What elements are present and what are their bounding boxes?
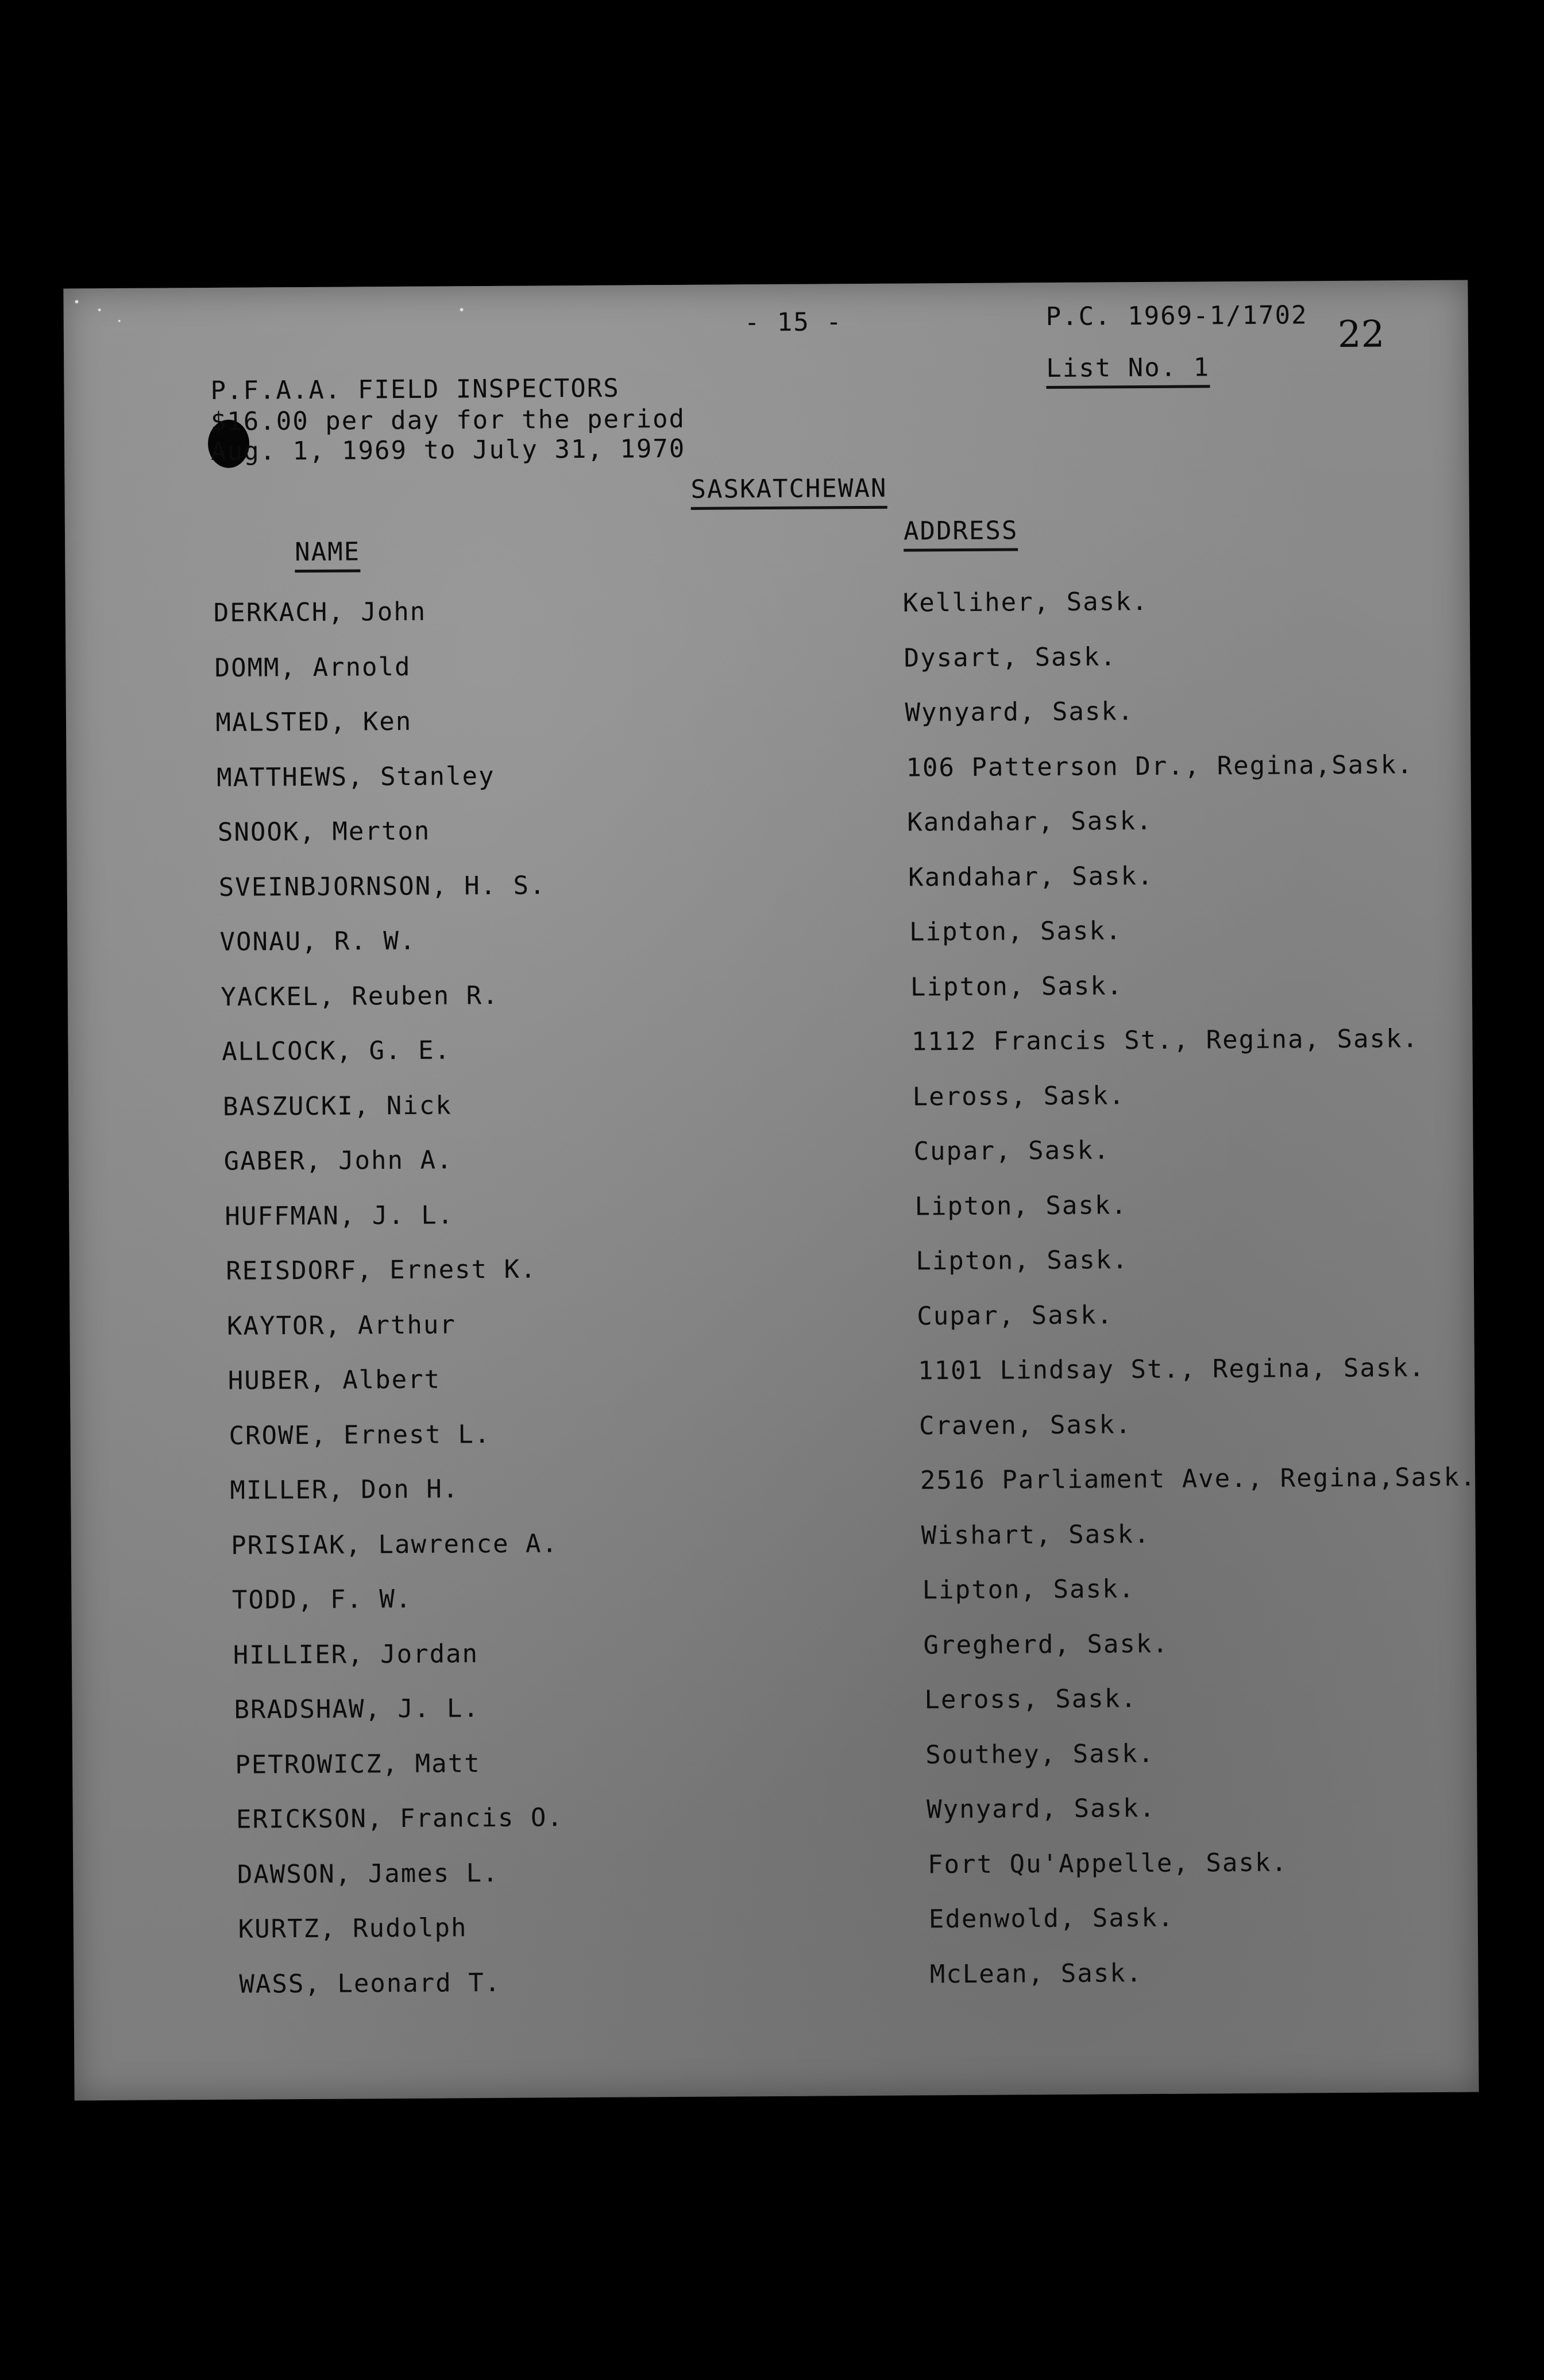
inspector-address: Lipton, Sask.: [910, 971, 1124, 1002]
inspector-name: KAYTOR, Arthur: [226, 1309, 457, 1341]
inspector-name: HUFFMAN, J. L.: [225, 1200, 454, 1231]
inspector-name: KURTZ, Rudolph: [238, 1913, 468, 1944]
inspector-address: Dysart, Sask.: [904, 642, 1117, 673]
inspector-address: 2516 Parliament Ave., Regina,Sask.: [920, 1462, 1477, 1496]
inspector-address: Kelliher, Sask.: [902, 586, 1149, 618]
inspector-name: REISDORF, Ernest K.: [226, 1254, 537, 1286]
scan-speck: [460, 308, 464, 311]
scan-speck: [118, 320, 121, 322]
inspector-name: SVEINBJORNSON, H. S.: [218, 870, 546, 902]
inspector-address: Wishart, Sask.: [921, 1519, 1151, 1550]
province-heading: SASKATCHEWAN: [690, 476, 887, 510]
inspector-name: PETROWICZ, Matt: [235, 1748, 481, 1780]
inspector-address: Leross, Sask.: [924, 1684, 1137, 1715]
inspector-address: 1112 Francis St., Regina, Sask.: [911, 1024, 1419, 1057]
inspector-name: PRISIAK, Lawrence A.: [230, 1528, 559, 1560]
inspector-address: Craven, Sask.: [918, 1409, 1132, 1440]
inspector-address: Leross, Sask.: [912, 1080, 1126, 1111]
inspector-name: BRADSHAW, J. L.: [234, 1694, 480, 1725]
inspector-name: YACKEL, Reuben R.: [221, 980, 499, 1012]
inspector-address: Wynyard, Sask.: [905, 697, 1134, 728]
name-column-header: NAME: [295, 539, 360, 573]
inspector-name: BASZUCKI, Nick: [222, 1090, 452, 1122]
inspector-name: DOMM, Arnold: [214, 652, 411, 683]
inspector-address: Kandahar, Sask.: [908, 861, 1154, 892]
document-page: [63, 280, 1479, 2101]
inspector-name: DERKACH, John: [213, 597, 427, 628]
title-line-2: $16.00 per day for the period: [210, 404, 686, 436]
inspector-address: 106 Patterson Dr., Regina,Sask.: [906, 749, 1414, 783]
inspector-name: ALLCOCK, G. E.: [221, 1036, 451, 1067]
scan-speck: [98, 308, 101, 311]
inspector-name: HUBER, Albert: [227, 1365, 441, 1396]
inspector-name: WASS, Leonard T.: [239, 1968, 501, 1999]
inspector-address: Lipton, Sask.: [922, 1574, 1136, 1605]
scan-speck: [75, 300, 79, 303]
title-line-1: P.F.A.A. FIELD INSPECTORS: [210, 373, 620, 405]
inspector-name: VONAU, R. W.: [219, 926, 416, 957]
inspector-name: GABER, John A.: [223, 1145, 453, 1176]
inspector-name: MALSTED, Ken: [215, 706, 412, 737]
inspector-address: Southey, Sask.: [925, 1738, 1155, 1769]
inspector-name: HILLIER, Jordan: [233, 1639, 479, 1670]
inspector-address: Kandahar, Sask.: [907, 806, 1153, 837]
address-column-header: ADDRESS: [904, 518, 1018, 551]
inspector-address: Edenwold, Sask.: [928, 1903, 1175, 1934]
inspector-name: SNOOK, Merton: [217, 816, 431, 847]
inspector-address: Lipton, Sask.: [909, 916, 1122, 947]
inspector-address: 1101 Lindsay St., Regina, Sask.: [917, 1353, 1426, 1386]
inspector-address: Gregherd, Sask.: [923, 1629, 1169, 1660]
list-label: List No. 1: [1046, 355, 1210, 389]
inspector-name: MILLER, Don H.: [230, 1474, 460, 1505]
inspector-name: DAWSON, James L.: [237, 1858, 499, 1890]
inspector-name: ERICKSON, Francis O.: [236, 1803, 564, 1834]
inspector-address: Wynyard, Sask.: [927, 1793, 1156, 1825]
inspector-name: MATTHEWS, Stanley: [217, 761, 495, 793]
title-line-3: Aug. 1, 1969 to July 31, 1970: [210, 434, 686, 466]
inspector-address: Lipton, Sask.: [916, 1245, 1129, 1276]
folio-number: 22: [1337, 313, 1385, 356]
pc-reference: P.C. 1969-1/1702: [1045, 300, 1308, 332]
inspector-address: McLean, Sask.: [929, 1958, 1143, 1989]
inspector-address: Fort Qu'Appelle, Sask.: [927, 1848, 1288, 1879]
inspector-address: Lipton, Sask.: [914, 1190, 1128, 1221]
inspector-address: Cupar, Sask.: [913, 1135, 1110, 1166]
inspector-address: Cupar, Sask.: [917, 1300, 1114, 1331]
inspector-name: CROWE, Ernest L.: [229, 1419, 491, 1451]
page-number: - 15 -: [744, 307, 843, 338]
inspector-name: TODD, F. W.: [231, 1584, 412, 1615]
